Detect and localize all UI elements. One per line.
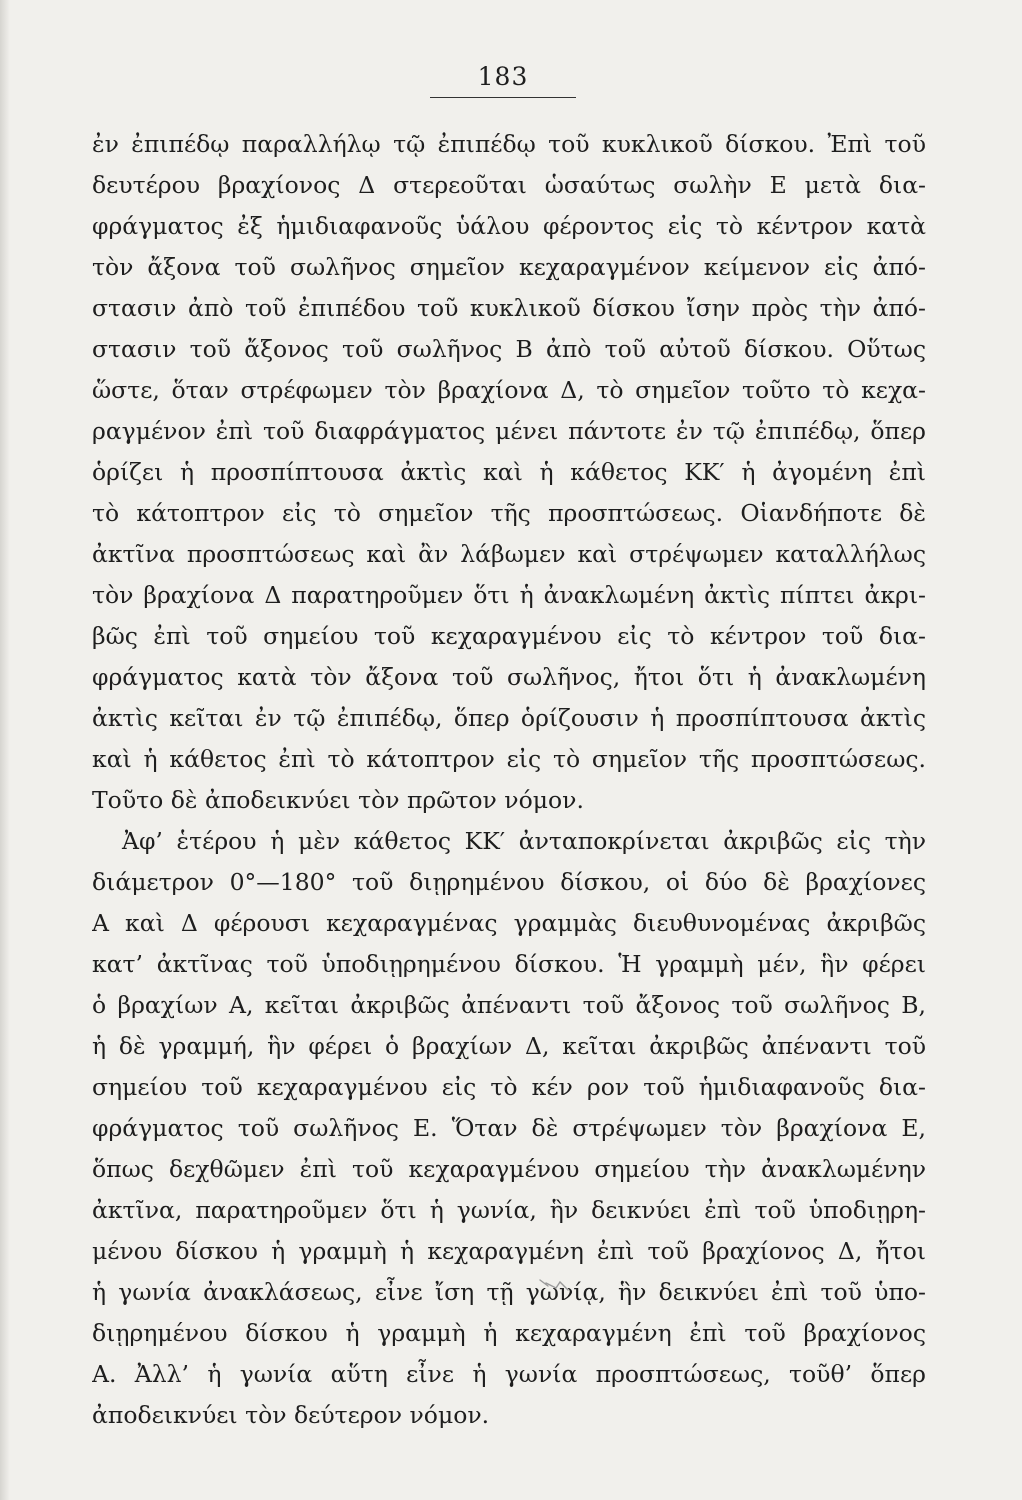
text-line: ἀκτὶς κεῖται ἐν τῷ ἐπιπέδῳ, ὅπερ ὁρίζουσιν ἡ προσπίπτουσα ἀκτὶς [92,704,926,732]
page-number: 183 [477,62,529,91]
text-line: ὥστε, ὅταν στρέφωμεν τὸν βραχίονα Δ, τὸ σημεῖον τοῦτο τὸ κεχα- [92,376,926,404]
text-line: τὸ κάτοπτρον εἰς τὸ σημεῖον τῆς προσπτώσεως. Οἱανδήποτε δὲ [92,499,926,527]
page-edge-shadow [0,0,10,1500]
text-line: Α. Ἀλλ’ ἡ γωνία αὕτη εἶνε ἡ γωνία προσπτώσεως, τοῦθ’ ὅπερ [92,1360,926,1388]
text-line: διάμετρον 0°—180° τοῦ διῃρημένου δίσκου, οἱ δύο δὲ βραχίονες [92,868,926,896]
text-line: σημείου τοῦ κεχαραγμένου εἰς τὸ κέν ρον τοῦ ἡμιδιαφανοῦς δια- [92,1073,926,1101]
text-line: στασιν ἀπὸ τοῦ ἐπιπέδου τοῦ κυκλικοῦ δίσκου ἴσην πρὸς τὴν ἀπό- [92,294,926,322]
text-line: ἀποδεικνύει τὸν δεύτερον νόμον. [92,1401,490,1429]
text-line: ἀκτῖνα προσπτώσεως καὶ ἂν λάβωμεν καὶ στρέψωμεν καταλλήλως [92,540,926,568]
text-line: φράγματος κατὰ τὸν ἄξονα τοῦ σωλῆνος, ἤτοι ὅτι ἡ ἀνακλωμένη [92,663,926,691]
text-line: στασιν τοῦ ἄξονος τοῦ σωλῆνος Β ἀπὸ τοῦ αὐτοῦ δίσκου. Οὕτως [92,335,926,363]
text-line: κατ’ ἀκτῖνας τοῦ ὑποδιῃρημένου δίσκου. Ἡ γραμμὴ μέν, ἣν φέρει [92,950,926,978]
text-line: τὸν ἄξονα τοῦ σωλῆνος σημεῖον κεχαραγμένον κείμενον εἰς ἀπό- [92,253,926,281]
text-line: βῶς ἐπὶ τοῦ σημείου τοῦ κεχαραγμένου εἰς τὸ κέντρον τοῦ δια- [92,622,926,650]
text-line: τὸν βραχίονα Δ παρατηροῦμεν ὅτι ἡ ἀνακλωμένη ἀκτὶς πίπτει ἀκρι- [92,581,926,609]
text-line: καὶ ἡ κάθετος ἐπὶ τὸ κάτοπτρον εἰς τὸ σημεῖον τῆς προσπτώσεως. [92,745,926,773]
text-line: ἐν ἐπιπέδῳ παραλλήλῳ τῷ ἐπιπέδῳ τοῦ κυκλικοῦ δίσκου. Ἐπὶ τοῦ [92,130,926,158]
text-line: Α καὶ Δ φέρουσι κεχαραγμένας γραμμὰς διευθυνομένας ἀκριβῶς [92,909,926,937]
text-line: Ἀφ’ ἑτέρου ἡ μὲν κάθετος ΚΚ′ ἀνταποκρίνεται ἀκριβῶς εἰς τὴν [122,827,926,855]
text-line: μένου δίσκου ἡ γραμμὴ ἡ κεχαραγμένη ἐπὶ τοῦ βραχίονος Δ, ἤτοι [92,1237,926,1265]
text-line: διῃρημένου δίσκου ἡ γραμμὴ ἡ κεχαραγμένη ἐπὶ τοῦ βραχίονος [92,1319,926,1347]
text-line: ραγμένον ἐπὶ τοῦ διαφράγματος μένει πάντοτε ἐν τῷ ἐπιπέδῳ, ὅπερ [92,417,926,445]
text-line: ἡ δὲ γραμμή, ἣν φέρει ὁ βραχίων Δ, κεῖται ἀκριβῶς ἀπέναντι τοῦ [92,1032,926,1060]
text-line: φράγματος τοῦ σωλῆνος Ε. Ὅταν δὲ στρέψωμεν τὸν βραχίονα Ε, [92,1114,926,1142]
text-line: ἡ γωνία ἀνακλάσεως, εἶνε ἴση τῇ γωνίᾳ, ἣν δεικνύει ἐπὶ τοῦ ὑπο- [92,1278,926,1306]
text-line: Τοῦτο δὲ ἀποδεικνύει τὸν πρῶτον νόμον. [92,786,584,814]
page-number-rule [430,97,576,98]
body-text [92,124,926,1436]
text-line: ἀκτῖνα, παρατηροῦμεν ὅτι ἡ γωνία, ἣν δεικνύει ἐπὶ τοῦ ὑποδιῃρη- [92,1196,926,1224]
text-line: ὁρίζει ἡ προσπίπτουσα ἀκτὶς καὶ ἡ κάθετος ΚΚ′ ἡ ἀγομένη ἐπὶ [92,458,926,486]
text-line: ὁ βραχίων Α, κεῖται ἀκριβῶς ἀπέναντι τοῦ ἄξονος τοῦ σωλῆνος Β, [92,991,926,1019]
text-line: φράγματος ἐξ ἡμιδιαφανοῦς ὑάλου φέροντος εἰς τὸ κέντρον κατὰ [92,212,926,240]
text-line: ὅπως δεχθῶμεν ἐπὶ τοῦ κεχαραγμένου σημείου τὴν ἀνακλωμένην [92,1155,926,1183]
text-line: δευτέρου βραχίονος Δ στερεοῦται ὡσαύτως σωλὴν Ε μετὰ δια- [92,171,926,199]
pencil-mark-icon [538,1274,578,1294]
